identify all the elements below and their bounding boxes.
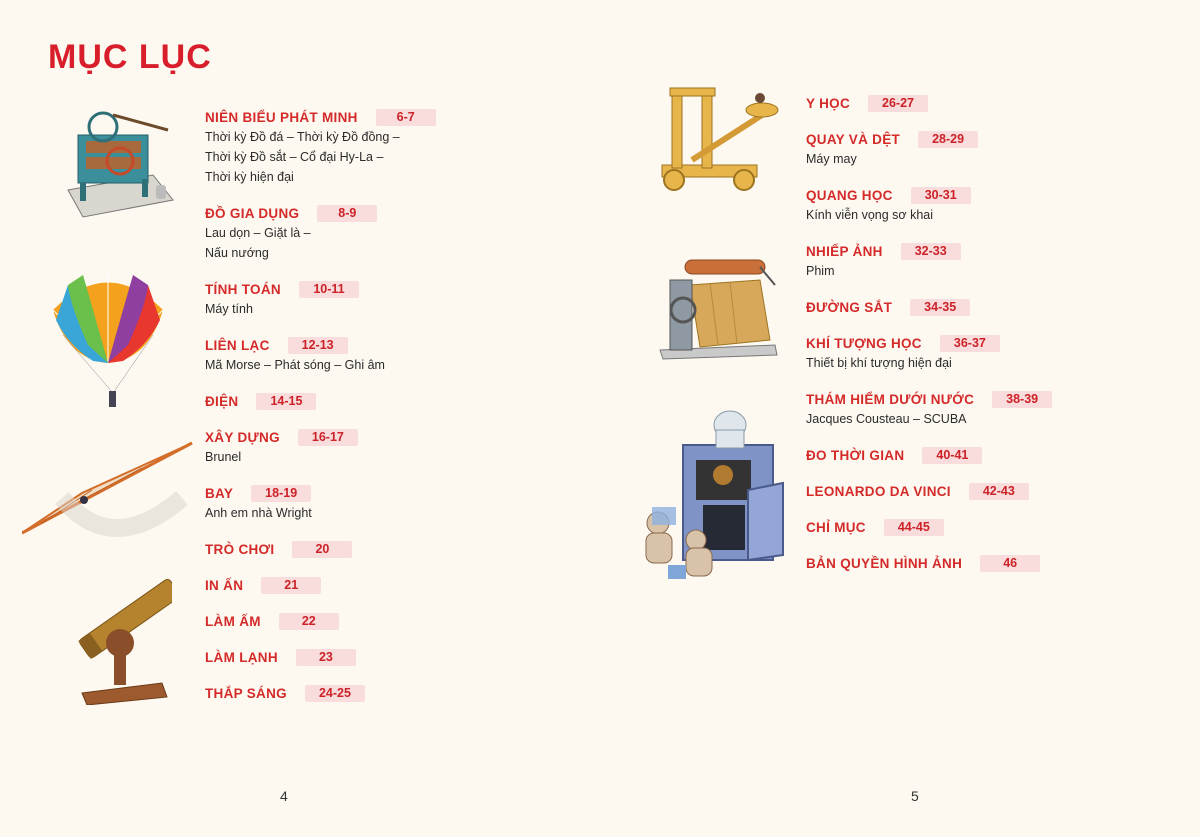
entry-subtitle: Máy tính	[205, 302, 253, 316]
page-number-right: 5	[911, 788, 919, 804]
hang-glider-illustration	[22, 438, 197, 538]
entry-subtitle: Thời kỳ hiện đại	[205, 170, 294, 184]
entry-subtitle: Anh em nhà Wright	[205, 506, 312, 520]
right-page	[600, 0, 1200, 837]
toc-entry-construction[interactable]	[205, 427, 565, 467]
entry-subtitle: Lau dọn – Giặt là –	[205, 226, 311, 240]
entry-title: LEONARDO DA VINCI	[806, 483, 951, 499]
entry-title: KHÍ TƯỢNG HỌC	[806, 335, 922, 351]
toc-entry-timekeeping[interactable]	[806, 445, 1166, 465]
toc-entry-electricity[interactable]	[205, 391, 565, 411]
toc-entry-meteorology[interactable]	[806, 333, 1166, 373]
toc-entry-index[interactable]	[806, 517, 1166, 537]
entry-title: TRÒ CHƠI	[205, 541, 275, 557]
toc-entry-image-credits[interactable]	[806, 553, 1166, 573]
entry-title: ĐỒ GIA DỤNG	[205, 205, 300, 221]
roller-machine-illustration	[655, 255, 780, 360]
entry-title: IN ẤN	[205, 577, 244, 593]
toc-entry-inventions-timeline[interactable]	[205, 107, 565, 187]
toc-entry-heating[interactable]	[205, 611, 565, 631]
page-badge: 16-17	[298, 429, 358, 446]
page-badge: 22	[279, 613, 339, 630]
toc-entry-medicine[interactable]	[806, 93, 1166, 113]
machine-illustration	[58, 105, 178, 220]
page-badge: 23	[296, 649, 356, 666]
page-badge: 34-35	[910, 299, 970, 316]
entry-subtitle: Kính viễn vọng sơ khai	[806, 208, 934, 222]
parachute-illustration	[48, 265, 168, 413]
page-badge: 40-41	[922, 447, 982, 464]
entry-title: QUANG HỌC	[806, 187, 893, 203]
entry-title: ĐƯỜNG SẮT	[806, 299, 893, 315]
safe-bears-illustration	[638, 405, 788, 585]
page-badge: 46	[980, 555, 1040, 572]
toc-entry-printing[interactable]	[205, 575, 565, 595]
page-badge: 10-11	[299, 281, 359, 298]
entry-title: Y HỌC	[806, 95, 851, 111]
toc-entry-optics[interactable]	[806, 185, 1166, 225]
page-number-left: 4	[280, 788, 288, 804]
toc-entry-spinning-weaving[interactable]	[806, 129, 1166, 169]
entry-subtitle: Thiết bị khí tượng hiện đại	[806, 356, 952, 370]
entry-title: QUAY VÀ DỆT	[806, 131, 901, 147]
entry-subtitle: Máy may	[806, 152, 857, 166]
entry-title: NHIẾP ẢNH	[806, 243, 883, 259]
entry-title: LÀM LẠNH	[205, 649, 278, 665]
toc-entry-railways[interactable]	[806, 297, 1166, 317]
page-badge: 24-25	[305, 685, 365, 702]
entry-title: LÀM ẤM	[205, 613, 261, 629]
toc-entry-computing[interactable]	[205, 279, 565, 319]
entry-title: ĐO THỜI GIAN	[806, 447, 905, 463]
entry-subtitle: Brunel	[205, 450, 242, 464]
toc-entry-games[interactable]	[205, 539, 565, 559]
toc-entry-household[interactable]	[205, 203, 565, 263]
toc-entry-underwater[interactable]	[806, 389, 1166, 429]
entry-title: TÍNH TOÁN	[205, 281, 281, 297]
page-badge: 30-31	[911, 187, 971, 204]
entry-subtitle: Jacques Cousteau – SCUBA	[806, 412, 967, 426]
toc-entry-lighting[interactable]	[205, 683, 565, 703]
toc-entry-communication[interactable]	[205, 335, 565, 375]
entry-title: NIÊN BIỂU PHÁT MINH	[205, 109, 358, 125]
entry-title: LIÊN LẠC	[205, 337, 270, 353]
page-badge: 42-43	[969, 483, 1029, 500]
page-badge: 38-39	[992, 391, 1052, 408]
entry-subtitle: Thời kỳ Đồ đá – Thời kỳ Đồ đồng –	[205, 130, 400, 144]
page-title: MỤC LỤC	[48, 38, 212, 76]
toc-entry-photography[interactable]	[806, 241, 1166, 281]
entry-subtitle: Phim	[806, 264, 835, 278]
page-badge: 36-37	[940, 335, 1000, 352]
page-badge: 28-29	[918, 131, 978, 148]
page-badge: 21	[261, 577, 321, 594]
telescope-illustration	[72, 565, 172, 705]
page-badge: 6-7	[376, 109, 436, 126]
toc-entry-flight[interactable]	[205, 483, 565, 523]
entry-subtitle: Mã Morse – Phát sóng – Ghi âm	[205, 358, 385, 372]
page-badge: 14-15	[256, 393, 316, 410]
entry-title: THẮP SÁNG	[205, 685, 287, 701]
page-badge: 8-9	[317, 205, 377, 222]
page-badge: 20	[292, 541, 352, 558]
page-badge: 32-33	[901, 243, 961, 260]
page-badge: 26-27	[868, 95, 928, 112]
page-badge: 18-19	[251, 485, 311, 502]
toc-entry-cooling[interactable]	[205, 647, 565, 667]
entry-title: BAY	[205, 485, 234, 501]
entry-subtitle: Thời kỳ Đồ sắt – Cổ đại Hy-La –	[205, 150, 384, 164]
toc-entry-leonardo[interactable]	[806, 481, 1166, 501]
entry-title: ĐIỆN	[205, 393, 239, 409]
page-badge: 12-13	[288, 337, 348, 354]
page-badge: 44-45	[884, 519, 944, 536]
entry-subtitle: Nấu nướng	[205, 246, 269, 260]
entry-title: THÁM HIỂM DƯỚI NƯỚC	[806, 391, 975, 407]
entry-title: XÂY DỰNG	[205, 429, 280, 445]
entry-title: BẢN QUYỀN HÌNH ẢNH	[806, 555, 963, 571]
catapult-illustration	[652, 80, 782, 195]
entry-title: CHỈ MỤC	[806, 519, 866, 535]
